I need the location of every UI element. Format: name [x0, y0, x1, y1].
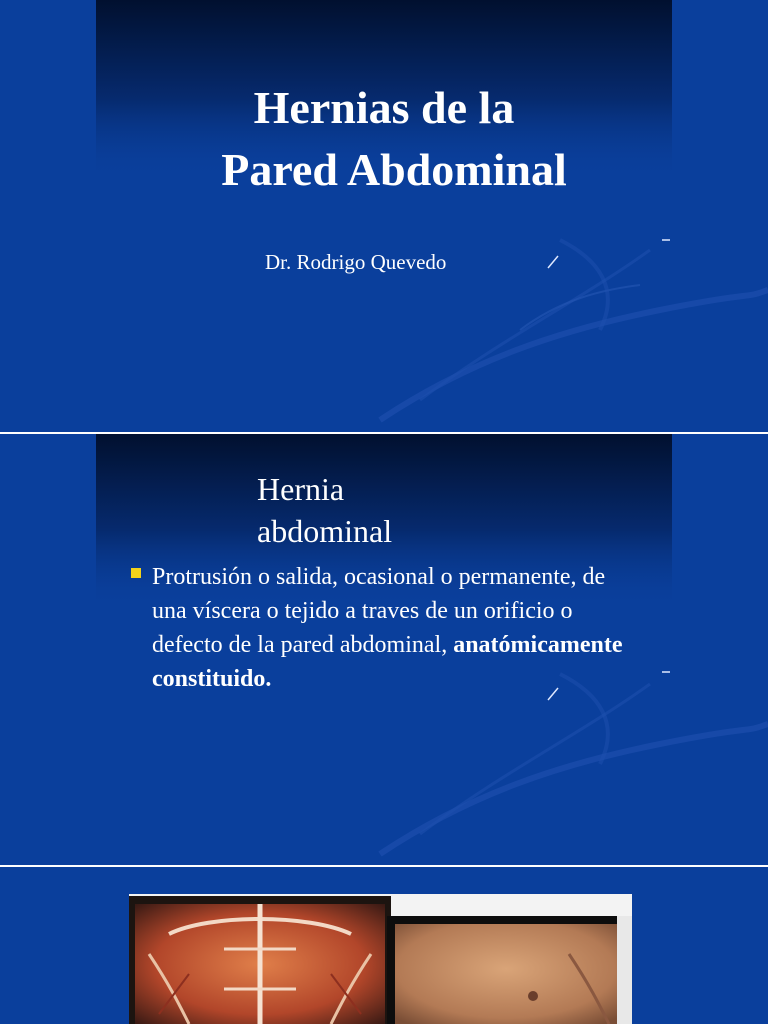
- slide-background: [0, 0, 768, 432]
- slide-title-line-1: Hernias de la: [253, 82, 515, 133]
- patient-abdomen-photo: [387, 916, 632, 1024]
- slide-title-line-2: Pared Abdominal: [221, 144, 567, 195]
- anatomy-muscle-image: [129, 896, 391, 1024]
- slide-2-title: [257, 468, 557, 552]
- author-name: Dr. Rodrigo Quevedo: [265, 250, 447, 274]
- definition-text: [152, 560, 632, 696]
- slide-2-title-line-1: Hernia: [257, 471, 345, 507]
- definition-bold-text: anatómicamente constituido.: [152, 632, 623, 692]
- slide-3-images: [129, 894, 632, 1024]
- slide-2-title-line-2: abdominal: [257, 513, 393, 549]
- slide-1: [0, 0, 768, 432]
- definition-normal-text: Protrusión o salida, ocasional o permanente, de una víscera o tejido a traves de un orificio o defecto de la pared abdominal,: [152, 564, 606, 658]
- bullet-square-icon: [131, 568, 141, 578]
